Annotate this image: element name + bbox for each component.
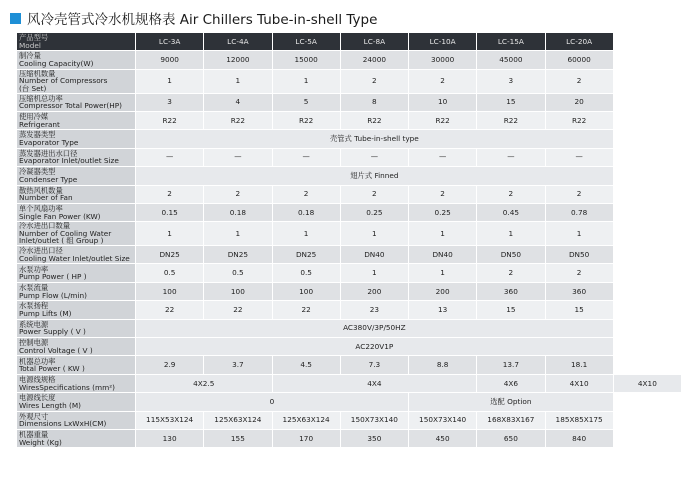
table-row xyxy=(17,94,681,111)
value-cell: 7.3 xyxy=(341,356,408,373)
merged-value-cell: 4X10 xyxy=(546,375,613,392)
model-header-cell: LC-4A xyxy=(204,33,271,50)
value-cell: 0.78 xyxy=(546,204,613,221)
value-cell: 60000 xyxy=(546,51,613,68)
spec-table xyxy=(16,32,682,448)
row-label-cn: 电源线长度 xyxy=(19,393,56,403)
value-cell: 150X73X140 xyxy=(409,412,476,429)
value-cell: 168X83X167 xyxy=(477,412,544,429)
row-label-cn: 蒸发器类型 xyxy=(19,130,56,140)
value-cell: 30000 xyxy=(409,51,476,68)
merged-value-cell: 4X2.5 xyxy=(136,375,272,392)
row-label-en: Power Supply ( V ) xyxy=(19,327,86,337)
value-cell: 200 xyxy=(341,283,408,300)
value-cell: 13.7 xyxy=(477,356,544,373)
row-label-en: WiresSpecifications (mm²) xyxy=(19,382,116,392)
value-cell: 2 xyxy=(477,186,544,203)
value-cell: 1 xyxy=(409,264,476,281)
value-cell: 1 xyxy=(341,264,408,281)
merged-value-cell: 翅片式 Finned xyxy=(136,167,613,184)
row-label-cell xyxy=(17,375,135,392)
value-cell: 1 xyxy=(136,222,203,245)
row-label-cn: 冷水进出口数量 xyxy=(19,222,71,231)
model-header-cell: LC-15A xyxy=(477,33,544,50)
row-label-en: Number of Compressors xyxy=(19,76,108,86)
row-label-cn: 制冷量 xyxy=(19,51,41,61)
row-label-en: Condenser Type xyxy=(19,174,78,184)
row-label-cn: 系统电源 xyxy=(19,319,49,329)
value-cell: 200 xyxy=(409,283,476,300)
value-cell: 18.1 xyxy=(546,356,613,373)
table-row xyxy=(17,283,681,300)
value-cell: 4.5 xyxy=(273,356,340,373)
row-label-cn: 压缩机总功率 xyxy=(19,93,63,103)
row-label-en: Pump Flow (L/min) xyxy=(19,290,87,300)
row-label-cell xyxy=(17,264,135,281)
row-label-en2: (台 Set) xyxy=(19,83,47,93)
value-cell: 450 xyxy=(409,430,476,447)
table-row xyxy=(17,301,681,318)
value-cell: DN50 xyxy=(477,246,544,263)
row-label-en: Pump Lifts (M) xyxy=(19,308,72,318)
title-square-icon xyxy=(10,13,21,24)
value-cell: — xyxy=(136,149,203,166)
row-label-en: Cooling Water Inlet/outlet Size xyxy=(19,253,130,263)
value-cell: 1 xyxy=(477,222,544,245)
table-row xyxy=(17,430,681,447)
row-label-cell xyxy=(17,301,135,318)
value-cell: 1 xyxy=(204,70,271,93)
value-cell: 650 xyxy=(477,430,544,447)
value-cell: 15000 xyxy=(273,51,340,68)
row-label-en: Compressor Total Power(HP) xyxy=(19,101,123,111)
value-cell: R22 xyxy=(341,112,408,129)
value-cell: 350 xyxy=(341,430,408,447)
value-cell: 2 xyxy=(136,186,203,203)
value-cell: 9000 xyxy=(136,51,203,68)
value-cell: 0.15 xyxy=(136,204,203,221)
value-cell: 2 xyxy=(477,264,544,281)
row-label-cn: 水泵功率 xyxy=(19,264,49,274)
value-cell: 170 xyxy=(273,430,340,447)
value-cell: 15 xyxy=(477,94,544,111)
value-cell: R22 xyxy=(136,112,203,129)
row-label-cn: 机器总功率 xyxy=(19,356,56,366)
row-label-cn: 水泵流量 xyxy=(19,282,49,292)
row-label-cell xyxy=(17,338,135,355)
table-row xyxy=(17,186,681,203)
row-label-en: Dimensions LxWxH(CM) xyxy=(19,419,107,429)
value-cell: 2.9 xyxy=(136,356,203,373)
row-label-en: Evaporator Inlet/outlet Size xyxy=(19,156,119,166)
table-row xyxy=(17,204,681,221)
row-label-cn: 压缩机数量 xyxy=(19,69,56,78)
value-cell: 22 xyxy=(273,301,340,318)
model-header-cell: LC-5A xyxy=(273,33,340,50)
value-cell: 2 xyxy=(409,186,476,203)
row-label-cell xyxy=(17,222,135,245)
value-cell: 13 xyxy=(409,301,476,318)
table-row xyxy=(17,375,681,392)
value-cell: DN25 xyxy=(204,246,271,263)
value-cell: 100 xyxy=(273,283,340,300)
value-cell: 1 xyxy=(409,222,476,245)
value-cell: 360 xyxy=(546,283,613,300)
row-label-cn: 使用冷媒 xyxy=(19,112,49,122)
row-label-cell xyxy=(17,70,135,93)
value-cell: DN25 xyxy=(136,246,203,263)
value-cell: R22 xyxy=(546,112,613,129)
value-cell: 150X73X140 xyxy=(341,412,408,429)
value-cell: DN50 xyxy=(546,246,613,263)
row-label-cn: 冷凝器类型 xyxy=(19,167,56,177)
value-cell: 22 xyxy=(204,301,271,318)
value-cell: 2 xyxy=(546,186,613,203)
row-label-cn: 水泵扬程 xyxy=(19,301,49,311)
value-cell: DN40 xyxy=(341,246,408,263)
row-label-cn: 散热风机数量 xyxy=(19,185,63,195)
value-cell: 2 xyxy=(273,186,340,203)
merged-value-cell: 4X4 xyxy=(273,375,477,392)
value-cell: 0.5 xyxy=(204,264,271,281)
row-label-en: Weight (Kg) xyxy=(19,437,62,447)
row-label-en: Number of Fan xyxy=(19,193,73,203)
value-cell: 155 xyxy=(204,430,271,447)
value-cell: R22 xyxy=(477,112,544,129)
row-label-cell xyxy=(17,283,135,300)
row-label-en: Number of Cooling Water xyxy=(19,228,112,238)
value-cell: R22 xyxy=(273,112,340,129)
value-cell: 3 xyxy=(477,70,544,93)
value-cell: DN40 xyxy=(409,246,476,263)
row-label-en2: Inlet/outlet ( 组 Group ) xyxy=(19,236,104,246)
row-label-cell xyxy=(17,186,135,203)
table-row xyxy=(17,246,681,263)
value-cell: 3 xyxy=(136,94,203,111)
row-label-en: Single Fan Power (KW) xyxy=(19,211,101,221)
value-cell: 100 xyxy=(136,283,203,300)
value-cell: — xyxy=(546,149,613,166)
value-cell: 125X63X124 xyxy=(273,412,340,429)
value-cell: 0.25 xyxy=(409,204,476,221)
header-label-cn: 产品型号 xyxy=(19,33,49,43)
value-cell: 2 xyxy=(341,186,408,203)
value-cell: 100 xyxy=(204,283,271,300)
value-cell: 185X85X175 xyxy=(546,412,613,429)
value-cell: 23 xyxy=(341,301,408,318)
value-cell: 115X53X124 xyxy=(136,412,203,429)
value-cell: 8.8 xyxy=(409,356,476,373)
row-label-cn: 外观尺寸 xyxy=(19,411,49,421)
value-cell: 2 xyxy=(546,264,613,281)
value-cell: — xyxy=(273,149,340,166)
value-cell: 8 xyxy=(341,94,408,111)
value-cell: 840 xyxy=(546,430,613,447)
value-cell: R22 xyxy=(204,112,271,129)
merged-value-cell: AC380V/3P/50HZ xyxy=(136,320,613,337)
merged-value-cell: 壳管式 Tube-in-shell type xyxy=(136,130,613,147)
value-cell: — xyxy=(341,149,408,166)
value-cell: 360 xyxy=(477,283,544,300)
value-cell: — xyxy=(477,149,544,166)
row-label-cell xyxy=(17,51,135,68)
model-header-cell: LC-3A xyxy=(136,33,203,50)
value-cell: 0.25 xyxy=(341,204,408,221)
value-cell: 130 xyxy=(136,430,203,447)
row-label-en: Wires Length (M) xyxy=(19,400,82,410)
page-title: 风冷壳管式冷水机规格表 Air Chillers Tube-in-shell Type xyxy=(27,12,378,28)
row-label-cell xyxy=(17,112,135,129)
merged-value-cell: 4X10 xyxy=(614,375,681,392)
value-cell: 0.5 xyxy=(273,264,340,281)
row-label-cell xyxy=(17,356,135,373)
value-cell: 24000 xyxy=(341,51,408,68)
table-row xyxy=(17,70,681,93)
row-label-cell xyxy=(17,246,135,263)
value-cell: 4 xyxy=(204,94,271,111)
value-cell: 1 xyxy=(204,222,271,245)
row-label-cn: 机器重量 xyxy=(19,430,49,440)
table-header-row xyxy=(17,33,681,50)
table-row xyxy=(17,320,681,337)
value-cell: 125X63X124 xyxy=(204,412,271,429)
table-row xyxy=(17,264,681,281)
table-row xyxy=(17,393,681,410)
row-label-en: Refrigerant xyxy=(19,119,60,129)
value-cell: 15 xyxy=(477,301,544,318)
row-label-cell xyxy=(17,167,135,184)
table-row xyxy=(17,149,681,166)
value-cell: R22 xyxy=(409,112,476,129)
model-header-cell: LC-10A xyxy=(409,33,476,50)
value-cell: 10 xyxy=(409,94,476,111)
merged-value-cell: 选配 Option xyxy=(409,393,613,410)
value-cell: 0.5 xyxy=(136,264,203,281)
row-label-en: Control Voltage ( V ) xyxy=(19,345,93,355)
row-label-cell xyxy=(17,393,135,410)
model-header-cell: LC-8A xyxy=(341,33,408,50)
row-label-en: Cooling Capacity(W) xyxy=(19,59,94,69)
value-cell: — xyxy=(409,149,476,166)
value-cell: 0.45 xyxy=(477,204,544,221)
row-label-en: Evaporator Type xyxy=(19,138,79,148)
merged-value-cell: AC220V1P xyxy=(136,338,613,355)
value-cell: 2 xyxy=(341,70,408,93)
table-row xyxy=(17,112,681,129)
value-cell: 20 xyxy=(546,94,613,111)
value-cell: — xyxy=(204,149,271,166)
row-label-cell xyxy=(17,94,135,111)
table-row xyxy=(17,167,681,184)
value-cell: 2 xyxy=(546,70,613,93)
value-cell: 0.18 xyxy=(273,204,340,221)
value-cell: 0.18 xyxy=(204,204,271,221)
row-label-cell xyxy=(17,130,135,147)
row-label-cn: 冷水进出口径 xyxy=(19,246,63,256)
value-cell: 12000 xyxy=(204,51,271,68)
value-cell: 1 xyxy=(273,70,340,93)
header-label-en: Model xyxy=(19,40,41,50)
value-cell: 22 xyxy=(136,301,203,318)
row-label-cn: 控制电源 xyxy=(19,338,49,348)
value-cell: 2 xyxy=(204,186,271,203)
value-cell: 1 xyxy=(273,222,340,245)
value-cell: DN25 xyxy=(273,246,340,263)
row-label-cell xyxy=(17,320,135,337)
table-row xyxy=(17,222,681,245)
row-label-en: Total Power ( KW ) xyxy=(19,364,85,374)
table-row xyxy=(17,130,681,147)
row-label-cell xyxy=(17,204,135,221)
merged-value-cell: 4X6 xyxy=(477,375,544,392)
value-cell: 5 xyxy=(273,94,340,111)
row-label-cn: 蒸发器进出水口径 xyxy=(19,148,78,158)
row-label-cn: 电源线规格 xyxy=(19,374,56,384)
row-label-en: Pump Power ( HP ) xyxy=(19,272,87,282)
value-cell: 2 xyxy=(409,70,476,93)
value-cell: 1 xyxy=(341,222,408,245)
row-label-cn: 单个风扇功率 xyxy=(19,204,63,213)
merged-value-cell: 0 xyxy=(136,393,408,410)
model-header-cell: LC-20A xyxy=(546,33,613,50)
row-label-cell xyxy=(17,149,135,166)
title-bar xyxy=(10,8,377,28)
header-label-cell xyxy=(17,33,135,50)
table-row xyxy=(17,51,681,68)
value-cell: 3.7 xyxy=(204,356,271,373)
value-cell: 45000 xyxy=(477,51,544,68)
row-label-cell xyxy=(17,412,135,429)
row-label-cell xyxy=(17,430,135,447)
value-cell: 15 xyxy=(546,301,613,318)
value-cell: 1 xyxy=(136,70,203,93)
table-row xyxy=(17,412,681,429)
value-cell: 1 xyxy=(546,222,613,245)
table-row xyxy=(17,338,681,355)
table-row xyxy=(17,356,681,373)
